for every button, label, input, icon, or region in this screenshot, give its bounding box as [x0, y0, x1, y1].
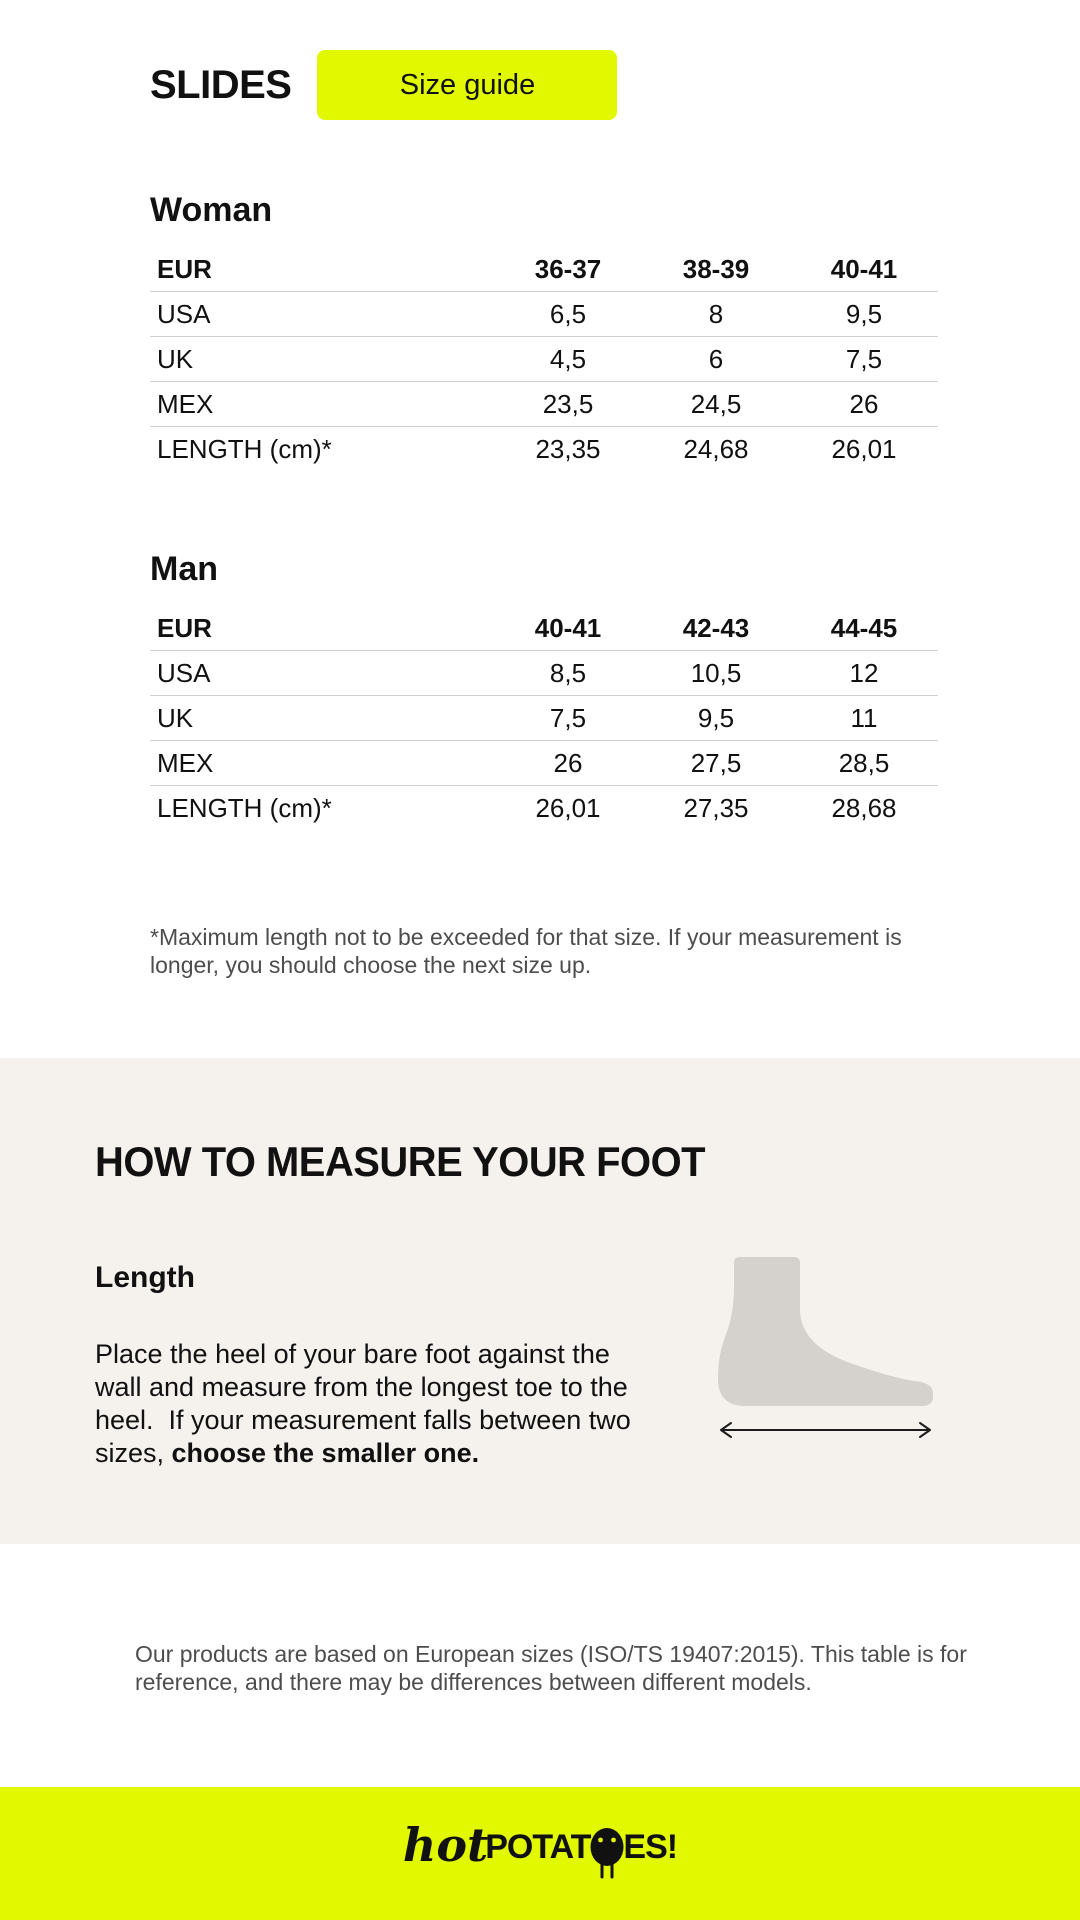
- foot-silhouette-icon: [718, 1257, 933, 1447]
- cell: 23,35: [535, 434, 601, 464]
- row-label: USA: [157, 657, 211, 688]
- table-header-row: [150, 247, 938, 292]
- row-label: EUR: [157, 253, 212, 284]
- row-label: MEX: [157, 388, 214, 419]
- cell: 7,5: [549, 702, 587, 733]
- cell: 9,5: [845, 298, 883, 329]
- cell: 6: [708, 343, 724, 374]
- cell: 28,5: [838, 747, 890, 778]
- length-arrow-icon: [721, 1423, 930, 1437]
- cell: 24,68: [683, 434, 749, 464]
- brand-footer: [0, 1787, 1080, 1920]
- header-cell: 36-37: [534, 253, 602, 284]
- cell: 6,5: [549, 298, 587, 329]
- measure-section: [0, 1058, 1080, 1544]
- man-size-table: [150, 606, 938, 831]
- logo-caps-text: ES!: [623, 1827, 678, 1866]
- measure-heading: HOW TO MEASURE YOUR FOOT: [95, 1138, 706, 1185]
- measure-instructions-bold: choose the smaller one.: [171, 1438, 480, 1468]
- table-row: [150, 427, 938, 472]
- man-heading: Man: [150, 550, 218, 588]
- woman-size-table: [150, 247, 938, 472]
- header-cell: 40-41: [534, 612, 602, 643]
- cell: 27,35: [683, 793, 749, 823]
- table-row: [150, 382, 938, 427]
- measure-instructions: [95, 1338, 663, 1470]
- hotpotatoes-logo: [402, 1817, 678, 1882]
- cell: 7,5: [845, 343, 883, 374]
- measure-instructions-text: Place the heel of your bare foot against the wall and measure from the longest toe to the heel. If your measurement falls between two sizes,: [95, 1339, 639, 1468]
- table-row: [150, 741, 938, 786]
- row-label: USA: [157, 298, 211, 329]
- length-heading: Length: [95, 1261, 195, 1294]
- header-cell: 38-39: [682, 253, 750, 284]
- table-header-row: [150, 606, 938, 651]
- row-label: UK: [157, 343, 194, 374]
- header-cell: 42-43: [682, 612, 750, 643]
- cell: 26,01: [535, 793, 601, 823]
- header-cell: 44-45: [830, 612, 898, 643]
- cell: 8: [708, 298, 724, 329]
- cell: 26: [849, 388, 879, 419]
- cell: 4,5: [549, 343, 587, 374]
- row-label: EUR: [157, 612, 212, 643]
- logo-script-text: hot: [402, 1817, 489, 1872]
- table-row: [150, 786, 938, 831]
- table-row: [150, 292, 938, 337]
- table-row: [150, 651, 938, 696]
- potato-o-icon: [590, 1828, 624, 1882]
- table-row: [150, 337, 938, 382]
- logo-caps-text: POTAT: [485, 1827, 591, 1866]
- size-footnote: *Maximum length not to be exceeded for that size. If your measurement is longer, you should choose the next size up.: [150, 924, 902, 978]
- cell: 23,5: [542, 388, 594, 419]
- cell: 10,5: [690, 657, 742, 688]
- foot-illustration: [718, 1257, 933, 1447]
- cell: 11: [850, 702, 878, 733]
- page-title: SLIDES: [150, 63, 292, 107]
- row-label: UK: [157, 702, 194, 733]
- header: [150, 50, 938, 120]
- cell: 9,5: [697, 702, 735, 733]
- header-cell: 40-41: [830, 253, 898, 284]
- iso-disclaimer: Our products are based on European sizes (ISO/TS 19407:2015). This table is for reference, and there may be differences between different models.: [135, 1641, 967, 1695]
- disclaimer-section: [0, 1544, 1080, 1787]
- row-label: LENGTH (cm)*: [157, 793, 332, 823]
- size-guide-button[interactable]: Size guide: [317, 50, 617, 120]
- table-row: [150, 696, 938, 741]
- cell: 27,5: [690, 747, 742, 778]
- woman-heading: Woman: [150, 191, 273, 229]
- row-label: MEX: [157, 747, 214, 778]
- cell: 26,01: [831, 434, 897, 464]
- cell: 26: [553, 747, 583, 778]
- row-label: LENGTH (cm)*: [157, 434, 332, 464]
- cell: 8,5: [549, 657, 587, 688]
- cell: 12: [849, 657, 879, 688]
- cell: 28,68: [831, 793, 897, 823]
- cell: 24,5: [690, 388, 742, 419]
